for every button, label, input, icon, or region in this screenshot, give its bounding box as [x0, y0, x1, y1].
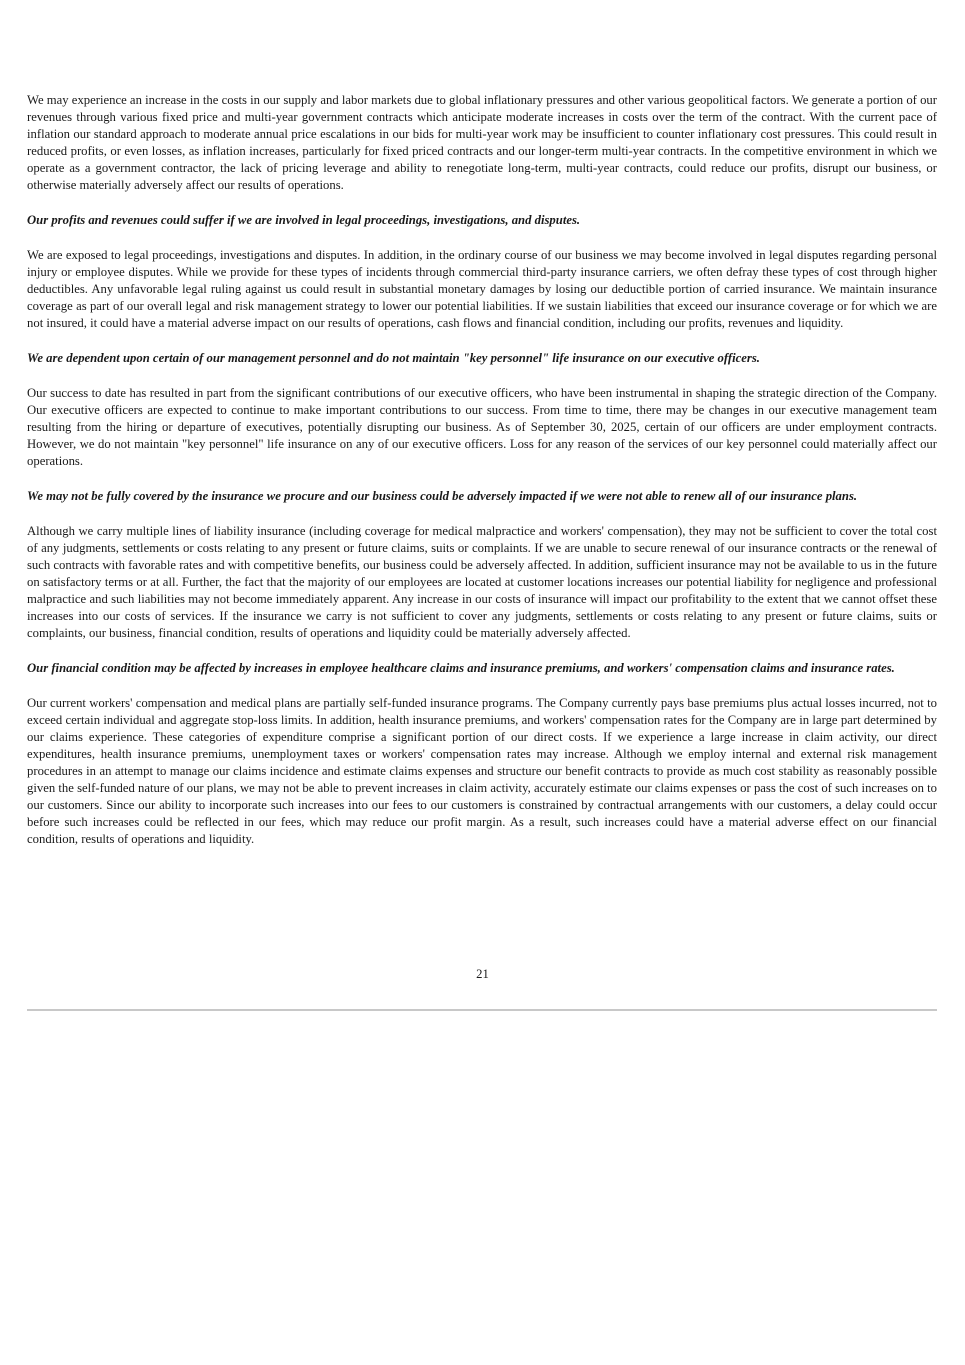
paragraph-healthcare-claims: Our current workers' compensation and medical plans are partially self-funded insurance programs. The Company currently pays base premiums plus actual losses incurred, not to exceed certain individual and aggregate stop-loss limits. In addition, health insurance premiums, and workers' compensation rates for the Company are in large part determined by our claims experience. These categories of expenditure comprise a significant portion of our direct costs. If we experience a large increase in claim activity, our direct expenditures, health insurance premiums, unemployment taxes or workers' compensation rates may increase. Although we employ internal and external risk management procedures in an attempt to manage our claims incidence and estimate claims expenses and structure our benefit contracts to provide as much cost stability as reasonably possible given the self-funded nature of our plans, we may not be able to prevent increases in claim activity, accurately estimate our claims expenses or pass the cost of such increases on to our customers. Since our ability to incorporate such increases into our fees to our customers is constrained by contractual arrangements with our customers, a delay could occur before such increases could be reflected in our fees, which may reduce our profit margin. As a result, such increases could have a material adverse effect on our financial condition, results of operations and liquidity. [27, 696, 937, 846]
paragraph-inflation: We may experience an increase in the costs in our supply and labor markets due to global inflationary pressures and other various geopolitical factors. We generate a portion of our revenues through various fixed price and multi-year government contracts which anticipate moderate increases in costs over the term of the contract. With the current pace of inflation our standard approach to moderate annual price escalations in our bids for multi-year work may be insufficient to counter inflationary cost pressures. This could result in reduced profits, or even losses, as inflation increases, particularly for fixed priced contracts and our longer-term multi-year contracts. In the competitive environment in which we operate as a government contractor, the lack of pricing leverage and ability to renegotiate long-term, multi-year contracts, could reduce our profits, disrupt our business, or otherwise materially adversely affect our results of operations. [27, 93, 937, 192]
heading-key-personnel: We are dependent upon certain of our management personnel and do not maintain "key personnel" life insurance on our executive officers. [27, 351, 760, 365]
paragraph-key-personnel: Our success to date has resulted in part from the significant contributions of our executive officers, who have been instrumental in shaping the strategic direction of the Company. Our executive officers are expected to continue to make important contributions to our success. From time to time, there may be changes in our executive management team resulting from the hiring or departure of executives, potentially disrupting our business. As of September 30, 2025, certain of our officers are under employment contracts. However, we do not maintain "key personnel" life insurance on any of our executive officers. Loss for any reason of the services of our key personnel could materially affect our operations. [27, 386, 937, 468]
document-body [27, 92, 937, 866]
heading-insurance-coverage: We may not be fully covered by the insurance we procure and our business could be adversely impacted if we were not able to renew all of our insurance plans. [27, 489, 858, 503]
paragraph-insurance-coverage: Although we carry multiple lines of liability insurance (including coverage for medical malpractice and workers' compensation), they may not be sufficient to cover the total cost of any judgments, settlements or costs relating to any present or future claims, suits or complaints. If we are unable to secure renewal of our insurance contracts or the renewal of such contracts with favorable rates and with competitive benefits, our business could be adversely affected. In addition, sufficient insurance may not be available to us in the future on satisfactory terms or at all. Further, the fact that the majority of our employees are located at customer locations increases our potential liability for negligence and professional malpractice and such liabilities may not become immediately apparent. Any increase in our costs of insurance will impact our profitability to the extent that we cannot offset these increases into our costs of services. If the insurance we carry is not sufficient to cover any judgments, settlements or costs relating to any present or future claims, suits or complaints, our business, financial condition, results of operations and liquidity could be materially adversely affected. [27, 524, 937, 640]
page-divider [27, 1009, 937, 1011]
heading-legal-proceedings: Our profits and revenues could suffer if we are involved in legal proceedings, investigations, and disputes. [27, 213, 581, 227]
page-number: 21 [476, 967, 489, 981]
paragraph-legal-proceedings: We are exposed to legal proceedings, investigations and disputes. In addition, in the ordinary course of our business we may become involved in legal disputes regarding personal injury or employee disputes. While we provide for these types of incidents through commercial third-party insurance carriers, we often defray these types of cost through higher deductibles. Any unfavorable legal ruling against us could result in substantial monetary damages by losing our deductible portion of carried insurance. We maintain insurance coverage as part of our overall legal and risk management strategy to lower our potential liabilities. If we sustain liabilities that exceed our insurance coverage or for which we are not insured, it could have a material adverse impact on our results of operations, cash flows and financial condition, including our profits, revenues and liquidity. [27, 248, 937, 330]
heading-healthcare-claims: Our financial condition may be affected by increases in employee healthcare claims and insurance premiums, and workers' compensation claims and insurance rates. [27, 661, 895, 675]
